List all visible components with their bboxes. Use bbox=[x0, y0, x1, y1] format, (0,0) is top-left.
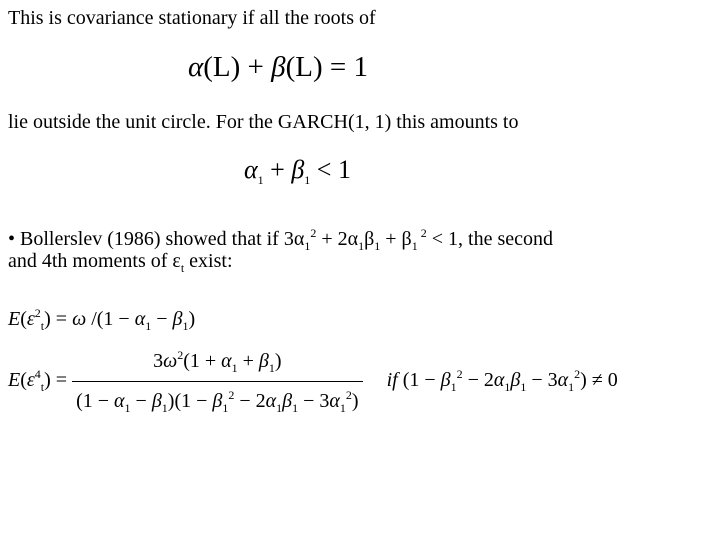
paren: ( bbox=[20, 369, 27, 392]
fraction-denominator bbox=[72, 382, 362, 421]
beta-symbol: β bbox=[172, 308, 183, 330]
beta-symbol: β bbox=[510, 369, 521, 392]
subscript: 1 bbox=[339, 401, 346, 415]
text: (1 − bbox=[397, 369, 441, 392]
superscript: 2 bbox=[34, 306, 41, 320]
subscript: 1 bbox=[304, 173, 311, 187]
alpha-symbol: α bbox=[557, 369, 569, 392]
paren: ( bbox=[20, 308, 27, 330]
subscript: 1 bbox=[304, 239, 311, 253]
subscript: t bbox=[40, 319, 45, 333]
subscript: 1 bbox=[257, 173, 264, 187]
alpha-symbol: α bbox=[134, 308, 146, 330]
text: − 2 bbox=[234, 390, 266, 412]
fourth-moment-fraction bbox=[72, 342, 362, 421]
superscript: 2 bbox=[228, 388, 235, 402]
number: 3 bbox=[153, 350, 164, 372]
subscript: t bbox=[40, 380, 45, 395]
subscript: 1 bbox=[276, 401, 283, 415]
text-line-4 bbox=[8, 249, 233, 280]
lag-operator: (L) bbox=[285, 51, 323, 83]
subscript: 1 bbox=[411, 239, 418, 253]
not-equal-zero: ≠ 0 bbox=[586, 369, 618, 392]
fraction-numerator bbox=[72, 342, 362, 382]
text: − 3 bbox=[526, 369, 558, 392]
plus-sign: + bbox=[240, 51, 272, 83]
subscript: 1 bbox=[450, 380, 457, 395]
bullet-text: β bbox=[364, 228, 375, 250]
omega-symbol: ω bbox=[163, 350, 178, 372]
lag-operator: (L) bbox=[203, 51, 241, 83]
equation-fourth-moment bbox=[8, 342, 618, 421]
text: )(1 − bbox=[167, 390, 213, 412]
text: − 2 bbox=[462, 369, 494, 392]
equals-sign: = bbox=[50, 369, 68, 392]
text: (1 − bbox=[76, 390, 115, 412]
minus-sign: − bbox=[130, 390, 152, 412]
beta-symbol: β bbox=[271, 51, 286, 83]
subscript: 1 bbox=[231, 361, 238, 375]
bullet-text: + β bbox=[380, 228, 412, 250]
bullet-text: < 1, the second bbox=[426, 228, 553, 250]
subscript: t bbox=[180, 261, 185, 275]
subscript: 1 bbox=[268, 361, 275, 375]
superscript: 4 bbox=[34, 367, 41, 382]
text: − 3 bbox=[298, 390, 330, 412]
alpha-symbol: α bbox=[329, 390, 340, 412]
beta-symbol: β bbox=[291, 155, 305, 184]
equation-garch-condition bbox=[244, 155, 351, 188]
paren: ) bbox=[580, 369, 587, 392]
omega-symbol: ω bbox=[72, 308, 87, 330]
subscript: 1 bbox=[124, 401, 131, 415]
equals-one: = 1 bbox=[322, 51, 368, 83]
subscript: 1 bbox=[568, 380, 575, 395]
superscript: 2 bbox=[177, 348, 184, 362]
paren: ) bbox=[44, 308, 51, 330]
slash: /(1 − bbox=[86, 308, 135, 330]
epsilon-symbol: ε bbox=[26, 369, 35, 392]
subscript: 1 bbox=[504, 380, 511, 395]
subscript: 1 bbox=[145, 319, 152, 333]
paren: ) bbox=[274, 350, 282, 372]
less-than-one: < 1 bbox=[310, 155, 351, 184]
subscript: 1 bbox=[222, 401, 229, 415]
epsilon-symbol: ε bbox=[26, 308, 35, 330]
plus-sign: + bbox=[263, 155, 292, 184]
alpha-symbol: α bbox=[114, 390, 125, 412]
bullet-text: • Bollerslev (1986) showed that if 3α bbox=[8, 228, 305, 250]
equation-second-moment bbox=[8, 306, 195, 334]
subscript: 1 bbox=[292, 401, 299, 415]
alpha-symbol: α bbox=[188, 51, 204, 83]
alpha-symbol: α bbox=[244, 155, 258, 184]
line-text: and 4th moments of ε bbox=[8, 250, 181, 272]
paren: ) bbox=[351, 390, 359, 412]
superscript: 2 bbox=[417, 226, 427, 240]
alpha-symbol: α bbox=[265, 390, 277, 412]
subscript: 1 bbox=[520, 380, 527, 395]
equals-sign: = bbox=[50, 308, 73, 330]
alpha-symbol: α bbox=[221, 350, 232, 372]
beta-symbol: β bbox=[282, 390, 293, 412]
text-line-1: This is covariance stationary if all the roots of bbox=[8, 7, 376, 29]
minus-sign: − bbox=[151, 308, 173, 330]
paren: ) bbox=[44, 369, 51, 392]
paren: ) bbox=[188, 308, 196, 330]
subscript: 1 bbox=[161, 401, 168, 415]
if-keyword: if bbox=[386, 369, 398, 392]
beta-symbol: β bbox=[151, 390, 162, 412]
text-line-2: lie outside the unit circle. For the GARCH(1, 1) this amounts to bbox=[8, 111, 519, 133]
equation-roots bbox=[188, 51, 368, 84]
beta-symbol: β bbox=[212, 390, 223, 412]
bullet-text: + 2α bbox=[316, 228, 359, 250]
superscript: 2 bbox=[574, 367, 581, 382]
beta-symbol: β bbox=[440, 369, 451, 392]
line-text: exist: bbox=[184, 250, 233, 272]
plus-sign: + bbox=[237, 350, 259, 372]
subscript: 1 bbox=[358, 239, 365, 253]
superscript: 2 bbox=[456, 367, 463, 382]
superscript: 2 bbox=[345, 388, 352, 402]
expectation-symbol: E bbox=[8, 308, 21, 330]
beta-symbol: β bbox=[258, 350, 269, 372]
alpha-symbol: α bbox=[493, 369, 505, 392]
expectation-symbol: E bbox=[8, 369, 21, 392]
subscript: 1 bbox=[374, 239, 381, 253]
subscript: 1 bbox=[182, 319, 189, 333]
superscript: 2 bbox=[310, 226, 317, 240]
text: (1 + bbox=[183, 350, 222, 372]
